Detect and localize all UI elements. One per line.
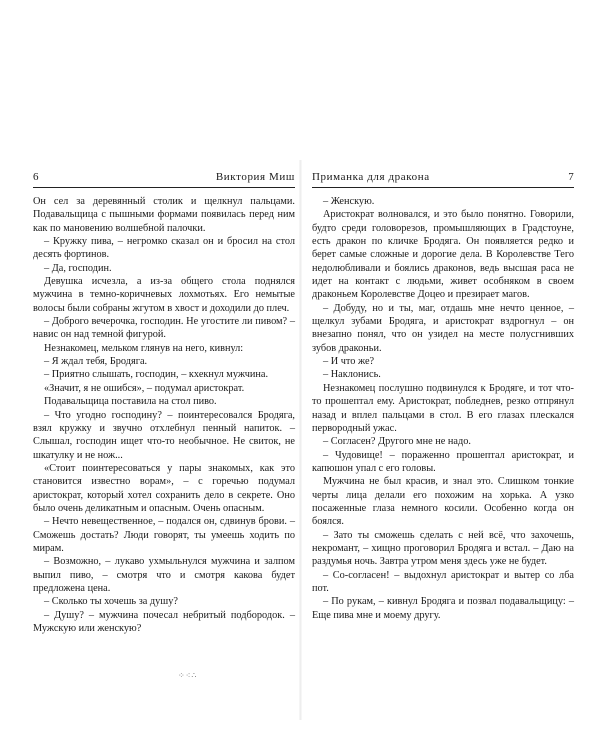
paragraph: – И что же? [323, 356, 375, 368]
left-page [33, 171, 295, 635]
paragraph: – Доброго вечерочка, господин. Не угостите ли пивом? – навис он над темной фигурой. [33, 316, 295, 341]
paragraph: Незнакомец, мельком глянув на него, кивнул: [44, 342, 244, 354]
right-page-text [312, 195, 574, 622]
paragraph: – Добуду, но и ты, маг, отдашь мне нечто ценное, – щелкул зубами Бродяга, и аристократ вздрогнул – он внезапно понял, что он узидел на месте полусгнивших зубов драконьи. [312, 302, 574, 354]
paragraph: – По рукам, – кивнул Бродяга и позвал подавальщицу: – Еще пива мне и моему другу. [312, 596, 574, 621]
left-page-text [33, 195, 295, 635]
paragraph: – Со-согласен! – выдохнул аристократ и вытер со лба пот. [312, 569, 574, 594]
paragraph: – Приятно слышать, господин, – кхекнул мужчина. [44, 369, 269, 381]
left-page-header [33, 171, 295, 188]
paragraph: Он сел за деревянный столик и щелкнул пальцами. Подавальщица с пышными формами появилась перед ним как по мановению волшебной палочки. [33, 196, 295, 234]
paragraph: – Согласен? Другого мне не надо. [323, 436, 471, 448]
paragraph: Аристократ волновался, и это было понятно. Говорили, будто среди головорезов, промышляющих в Градстоуне, есть дракон по кличке Бродяга. Он появляется редко и берет самые сложные и дорогие дела. В Королевстве Тего недолюбливали и боялись драконов, ведь высшая раса не идет на контакт с людьми, живет особняком в своем драконьем Королевстве Доцео и презирает магов. [312, 209, 574, 301]
paragraph: – Душу? – мужчина почесал небритый подбородок. – Мужскую или женскую? [33, 609, 295, 634]
paragraph: – Чудовище! – пораженно прошептал аристократ, и капюшон упал с его головы. [312, 449, 574, 474]
paragraph: – Нечто невещественное, – подался он, сдвинув брови. – Сможешь достать? Люди говорят, ты умеешь ходить по мирам. [33, 516, 295, 554]
paragraph: – Наклонись. [323, 369, 381, 381]
paragraph: – Женскую. [323, 196, 375, 207]
paragraph: Незнакомец послушно подвинулся к Бродяге, и тот что-то прошептал ему. Аристократ, побледнев, резко отпрянул назад и вплел пальцами в стол. В его глазах плескался первородный ужас. [312, 382, 574, 434]
paragraph: «Значит, я не ошибся», – подумал аристократ. [44, 382, 245, 394]
page-gutter [299, 160, 302, 720]
running-head-title: Приманка для дракона [312, 171, 430, 183]
paragraph: – Зато ты сможешь сделать с ней всё, что захочешь, некромант, – хищно проговорил Бродяга и встал. – Даю на раздумья ночь. Завтра утром меня здесь уже не будет. [312, 529, 574, 568]
paragraph: – Возможно, – лукаво ухмыльнулся мужчина и залпом выпил пиво, – смотря что и смотря какова будет предложена цена. [33, 556, 295, 594]
paragraph: – Что угодно господину? – поинтересовался Бродяга, взял кружку и звучно отхлебнул пенный напиток. – Слышал, господин ищет что-то необычное. Не свиток, не шкатулку и не нож... [33, 409, 295, 461]
ink-smudge: ⁘⁖∴ [178, 671, 198, 680]
paragraph: – Кружку пива, – негромко сказал он и бросил на стол десять фортинов. [33, 236, 295, 261]
paragraph: – Сколько ты хочешь за душу? [44, 596, 178, 608]
running-head-author: Виктория Миш [215, 171, 295, 183]
paragraph: «Стоит поинтересоваться у пары знакомых, как это становится известно ворам», – с горечью подумал аристократ, который хотел сохранить дело в секрете. Оно было очень деликатным и опасным. Очень опасным. [33, 462, 295, 514]
page-number: 6 [33, 171, 39, 183]
paragraph: – Я ждал тебя, Бродяга. [44, 356, 148, 368]
right-page-header [312, 171, 574, 188]
page-number: 7 [568, 171, 574, 183]
paragraph: Подавальщица поставила на стол пиво. [44, 396, 217, 408]
paragraph: Девушка исчезла, а из-за общего стола поднялся мужчина в темно-коричневых лохмотьях. Его немытые волосы были собраны жгутом в хвост и доходили до плеч. [33, 276, 295, 314]
paragraph: – Да, господин. [44, 262, 112, 274]
paragraph: Мужчина не был красив, и знал это. Слишком тонкие черты лица делали его похожим на хорька. А узко посаженные глаза немного косили. Особенно когда он боялся. [312, 476, 574, 528]
right-page [312, 171, 574, 622]
